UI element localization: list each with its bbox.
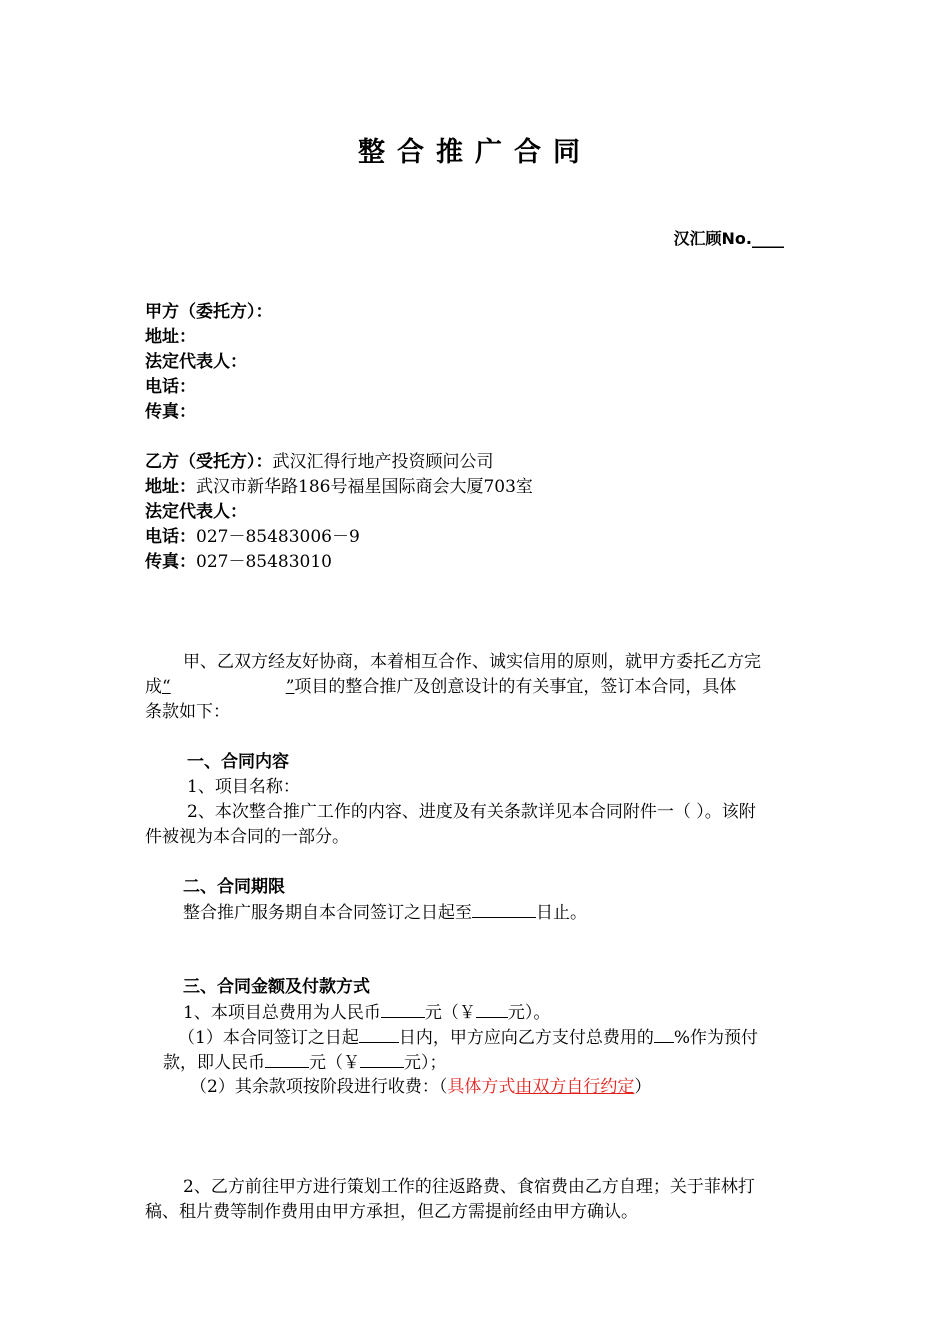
party-b-name-row — [145, 450, 494, 475]
section-1-item-2-line-1: 2、本次整合推广工作的内容、进度及有关条款详见本合同附件一（ ）。该附 — [187, 802, 756, 822]
section-3-sub-1-line-2: 款，即人民币 元（￥ 元）； — [163, 1050, 447, 1076]
section-3-item-2-line-1: 2、乙方前往甲方进行策划工作的往返路费、食宿费由乙方自理；关于菲林打 — [183, 1177, 755, 1197]
days-blank — [359, 1025, 399, 1043]
percent-blank — [654, 1025, 674, 1043]
intro-line-2-pre: 成 — [145, 677, 162, 697]
party-b-phone-label: 电话： — [145, 527, 196, 547]
total-amount-figure-blank — [476, 1000, 508, 1018]
party-a-phone-label: 电话： — [145, 377, 196, 397]
section-1-item-1: 1、项目名称： — [187, 777, 300, 797]
party-b-fax-value: 027－85483010 — [196, 552, 332, 572]
payment-method-note-underlined: 由双方自行约定 — [515, 1077, 635, 1097]
party-a-name-label: 甲方（委托方）： — [145, 302, 273, 322]
party-a-fax-label: 传真： — [145, 402, 196, 422]
party-b-name-label: 乙方（受托方）： — [145, 452, 273, 472]
intro-line-2 — [145, 675, 736, 700]
intro-line-1: 甲、乙双方经友好协商，本着相互合作、诚实信用的原则，就甲方委托乙方完 — [183, 652, 761, 672]
total-amount-blank — [381, 1000, 425, 1018]
party-b-fax-row — [145, 550, 332, 575]
section-3-item-2-line-2: 稿、租片费等制作费用由甲方承担，但乙方需提前经由甲方确认。 — [145, 1202, 638, 1222]
project-name-blank: “ ” — [162, 677, 295, 697]
party-b-address-row — [145, 475, 533, 500]
contract-number: 汉汇顾No.____ — [673, 229, 784, 248]
section-3-sub-2: （2）其余款项按阶段进行收费：（具体方式由双方自行约定） — [190, 1077, 652, 1097]
section-1-heading: 一、合同内容 — [187, 752, 289, 772]
party-b-phone-row — [145, 525, 360, 550]
party-a-rep-label: 法定代表人： — [145, 352, 247, 372]
intro-line-3: 条款如下： — [145, 702, 230, 722]
payment-method-note: 具体方式 — [447, 1077, 516, 1097]
party-b-rep-label: 法定代表人： — [145, 502, 247, 522]
section-3-item-1: 1、本项目总费用为人民币 元（￥ 元）。 — [183, 1000, 550, 1026]
party-b-fax-label: 传真： — [145, 552, 196, 572]
section-3-sub-1-line-1: （1）本合同签订之日起 日内，甲方应向乙方支付总费用的 %作为预付 — [178, 1025, 758, 1051]
section-1-item-2-line-2: 件被视为本合同的一部分。 — [145, 827, 349, 847]
section-2-heading: 二、合同期限 — [183, 877, 285, 897]
intro-line-2-post: 项目的整合推广及创意设计的有关事宜，签订本合同，具体 — [294, 677, 737, 697]
party-b-phone-value: 027－85483006－9 — [196, 527, 360, 547]
party-b-address-value: 武汉市新华路186号福星国际商会大厦703室 — [196, 477, 533, 497]
party-b-address-label: 地址： — [145, 477, 196, 497]
party-a-address-label: 地址： — [145, 327, 196, 347]
section-3-heading: 三、合同金额及付款方式 — [183, 977, 370, 997]
page-title: 整合推广合同 — [358, 137, 592, 168]
end-date-blank — [472, 900, 536, 918]
prepayment-blank — [265, 1050, 309, 1068]
party-b-name-value: 武汉汇得行地产投资顾问公司 — [272, 452, 494, 472]
prepayment-figure-blank — [360, 1050, 404, 1068]
section-2-text: 整合推广服务期自本合同签订之日起至 日止。 — [183, 900, 587, 926]
